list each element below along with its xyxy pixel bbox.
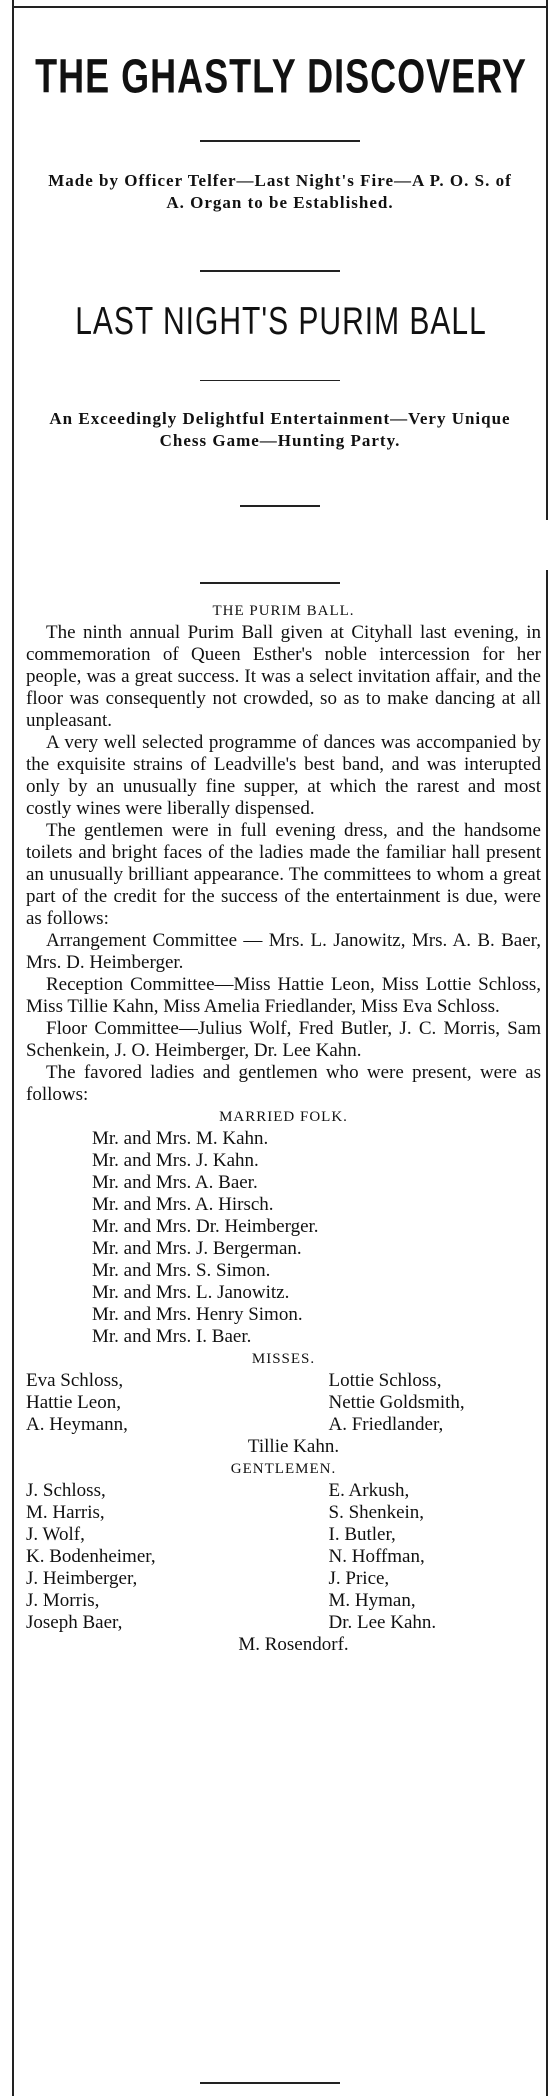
- list-item: Dr. Lee Kahn.: [328, 1612, 437, 1633]
- paragraph: The gentlemen were in full evening dress, and the handsome toilets and bright faces of the ladies made the familiar hall present an unusually brilliant appearance. The committees to whom a great part of the credit for the success of the entertainment is due, were as follows:: [26, 820, 541, 929]
- article-body: [26, 600, 541, 1656]
- list-item: A. Heymann,: [26, 1414, 128, 1435]
- list-item: Mr. and Mrs. Dr. Heimberger.: [92, 1216, 319, 1237]
- gentlemen-list: [26, 1480, 541, 1634]
- list-item: K. Bodenheimer,: [26, 1546, 156, 1567]
- list-item: Mr. and Mrs. S. Simon.: [92, 1260, 271, 1281]
- misses-heading: MISSES.: [251, 1351, 316, 1367]
- list-item: Mr. and Mrs. I. Baer.: [92, 1326, 252, 1347]
- list-item: E. Arkush,: [328, 1480, 410, 1501]
- list-item: J. Price,: [328, 1568, 390, 1589]
- paragraph: The ninth annual Purim Ball given at Cityhall last evening, in commemoration of Queen Esther's noble intercession for her people, was a great success. It was a select invitation affair, and the floor was consequently not crowded, so as to make dancing at all unpleasant.: [26, 622, 541, 731]
- article-heading: THE PURIM BALL.: [212, 603, 355, 619]
- list-item: J. Wolf,: [26, 1524, 85, 1545]
- list-item: M. Rosendorf.: [238, 1634, 349, 1655]
- list-item: A. Friedlander,: [328, 1414, 444, 1435]
- divider-rule: [200, 380, 340, 381]
- list-item: N. Hoffman,: [328, 1546, 425, 1567]
- list-item: Mr. and Mrs. J. Kahn.: [92, 1150, 259, 1171]
- left-column-border: [12, 0, 14, 2096]
- divider-rule: [200, 582, 340, 584]
- paragraph: Floor Committee—Julius Wolf, Fred Butler, J. C. Morris, Sam Schenkein, J. O. Heimberger, Dr. Lee Kahn.: [26, 1018, 541, 1061]
- divider-rule: [200, 270, 340, 272]
- divider-rule: [240, 505, 320, 507]
- list-item: Mr. and Mrs. Henry Simon.: [92, 1304, 303, 1325]
- list-item: Lottie Schloss,: [328, 1370, 442, 1391]
- list-item: J. Schloss,: [26, 1480, 106, 1501]
- divider-rule: [200, 140, 360, 142]
- list-item: M. Harris,: [26, 1502, 105, 1523]
- headline-title: THE GHASTLY DISCOVERY: [35, 48, 527, 104]
- list-item: Mr. and Mrs. L. Janowitz.: [92, 1282, 290, 1303]
- list-item: S. Shenkein,: [328, 1502, 425, 1523]
- list-item: J. Morris,: [26, 1590, 100, 1611]
- gentlemen-heading: GENTLEMEN.: [230, 1461, 337, 1477]
- divider-rule: [200, 2082, 340, 2084]
- list-item: Joseph Baer,: [26, 1612, 123, 1633]
- list-item: Mr. and Mrs. A. Baer.: [92, 1172, 258, 1193]
- paragraph: The favored ladies and gentlemen who were present, were as follows:: [26, 1062, 541, 1105]
- misses-list: [26, 1370, 541, 1436]
- headline-subtitle: Made by Officer Telfer—Last Night's Fire—A P. O. S. of A. Organ to be Established.: [48, 171, 512, 212]
- list-item: I. Butler,: [328, 1524, 396, 1545]
- paragraph: Reception Committee—Miss Hattie Leon, Miss Lottie Schloss, Miss Tillie Kahn, Miss Amelia Friedlander, Miss Eva Schloss.: [26, 974, 541, 1017]
- list-item: Nettie Goldsmith,: [328, 1392, 465, 1413]
- list-item: Tillie Kahn.: [247, 1436, 340, 1457]
- married-heading: MARRIED FOLK.: [219, 1109, 348, 1125]
- paragraph: A very well selected programme of dances was accompanied by the exquisite strains of Leadville's best band, and was interupted only by an unusually fine supper, at which the rarest and most costly wines were liberally dispensed.: [26, 732, 541, 819]
- paragraph: Arrangement Committee — Mrs. L. Janowitz, Mrs. A. B. Baer, Mrs. D. Heimberger.: [26, 930, 541, 973]
- list-item: Mr. and Mrs. A. Hirsch.: [92, 1194, 274, 1215]
- headline-subtitle-2: An Exceedingly Delightful Entertainment—Very Unique Chess Game—Hunting Party.: [49, 409, 511, 450]
- top-rule: [12, 6, 548, 8]
- right-column-border: [546, 0, 548, 520]
- list-item: M. Hyman,: [328, 1590, 416, 1611]
- right-column-border-lower: [546, 570, 548, 2096]
- headline-title-2: LAST NIGHT'S PURIM BALL: [75, 300, 487, 343]
- list-item: Eva Schloss,: [26, 1370, 124, 1391]
- list-item: Mr. and Mrs. J. Bergerman.: [92, 1238, 302, 1259]
- list-item: J. Heimberger,: [26, 1568, 138, 1589]
- list-item: Mr. and Mrs. M. Kahn.: [92, 1128, 269, 1149]
- list-item: Hattie Leon,: [26, 1392, 121, 1413]
